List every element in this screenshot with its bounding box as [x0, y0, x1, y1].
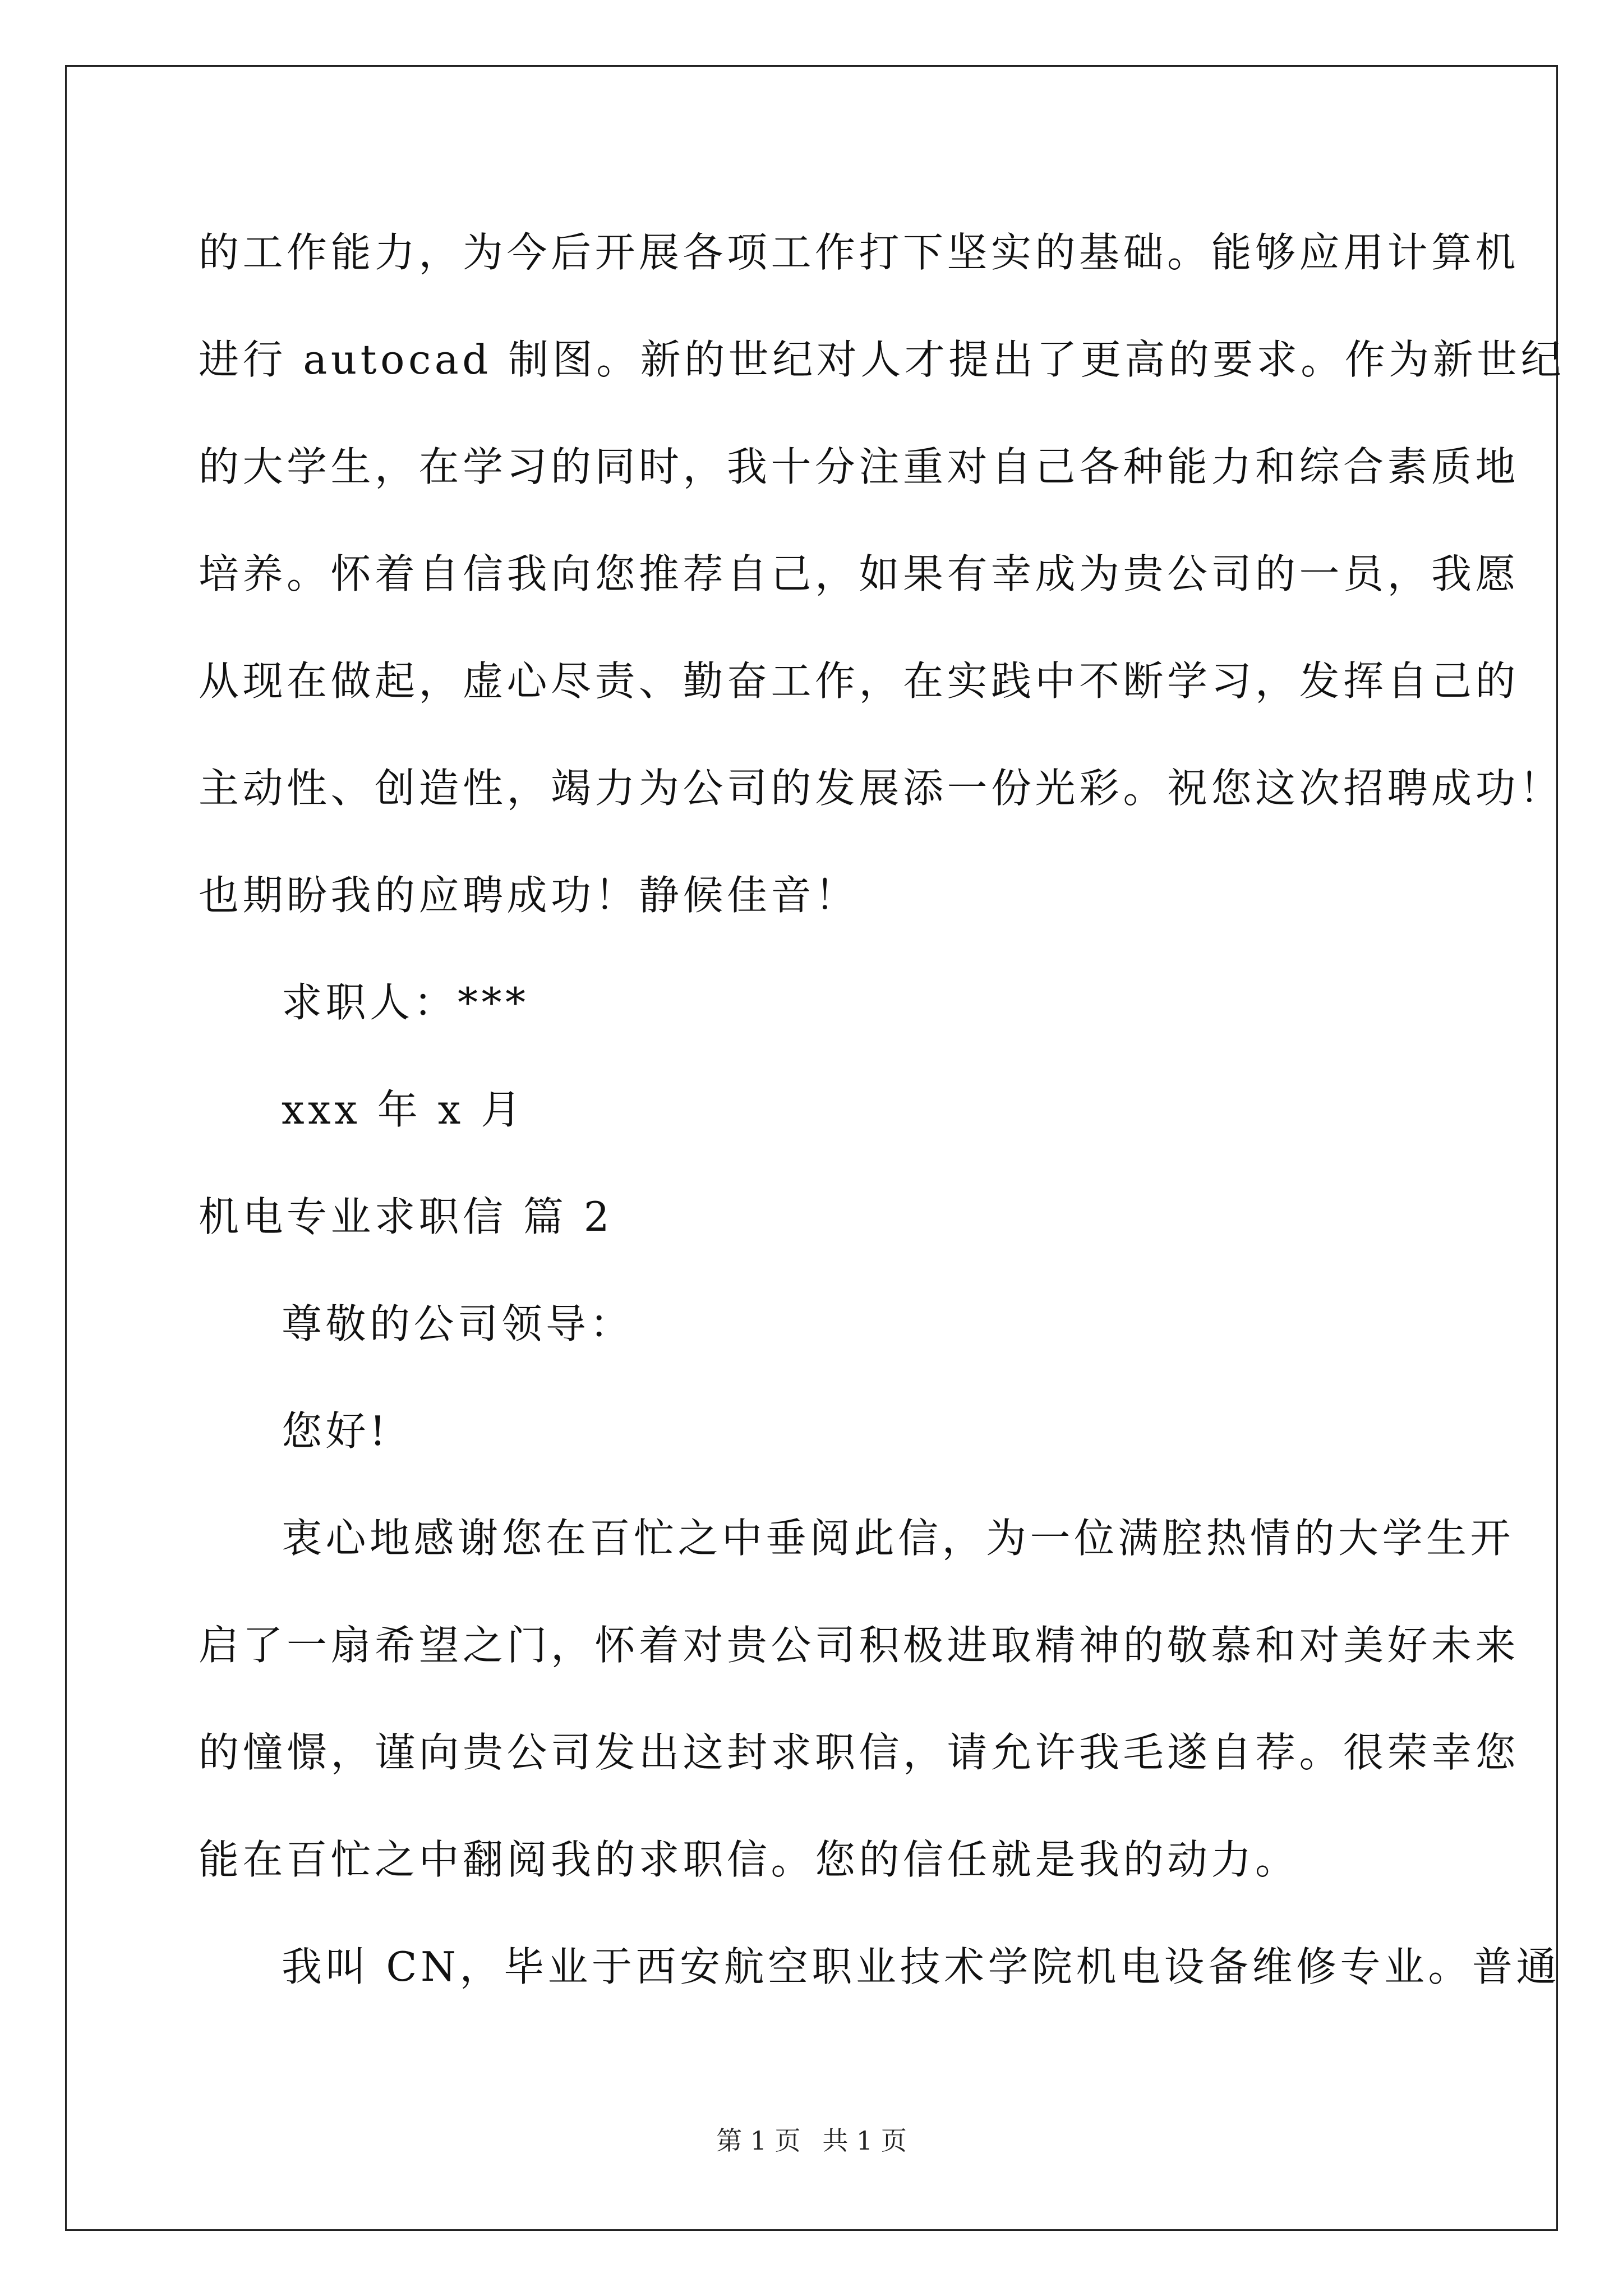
- text-line-14: 启了一扇希望之门，怀着对贵公司积极进取精神的敬慕和对美好未来: [199, 1622, 1520, 1669]
- text-line-16: 能在百忙之中翻阅我的求职信。您的信任就是我的动力。: [199, 1836, 1299, 1883]
- text-line-3: 的大学生，在学习的同时，我十分注重对自己各种能力和综合素质地: [199, 443, 1520, 490]
- text-line-1: 的工作能力，为今后开展各项工作打下坚实的基础。能够应用计算机: [199, 229, 1520, 276]
- section-heading: 机电专业求职信 篇 2: [199, 1193, 614, 1240]
- text-line-17: 我叫 CN，毕业于西安航空职业技术学院机电设备维修专业。普通: [282, 1943, 1560, 1990]
- text-line-4: 培养。怀着自信我向您推荐自己，如果有幸成为贵公司的一员，我愿: [199, 550, 1520, 597]
- text-line-6: 主动性、创造性，竭力为公司的发展添一份光彩。祝您这次招聘成功！: [199, 765, 1564, 812]
- page-number: 第 1 页: [716, 2125, 801, 2156]
- signature-date: xxx 年 x 月: [282, 1086, 525, 1133]
- text-line-13: 衷心地感谢您在百忙之中垂阅此信，为一位满腔热情的大学生开: [282, 1515, 1515, 1562]
- salutation: 尊敬的公司领导：: [282, 1300, 634, 1347]
- document-body: [199, 219, 1565, 2040]
- page-total: 共 1 页: [822, 2125, 907, 2156]
- text-line-7: 也期盼我的应聘成功！静候佳音！: [199, 872, 859, 919]
- page-footer: [0, 2120, 1623, 2157]
- text-line-2: 进行 autocad 制图。新的世纪对人才提出了更高的要求。作为新世纪: [199, 336, 1565, 383]
- text-line-15: 的憧憬，谨向贵公司发出这封求职信，请允许我毛遂自荐。很荣幸您: [199, 1729, 1520, 1776]
- greeting: 您好!: [282, 1407, 390, 1455]
- applicant-signature: 求职人：***: [282, 979, 529, 1026]
- text-line-5: 从现在做起，虚心尽责、勤奋工作，在实践中不断学习，发挥自己的: [199, 657, 1520, 705]
